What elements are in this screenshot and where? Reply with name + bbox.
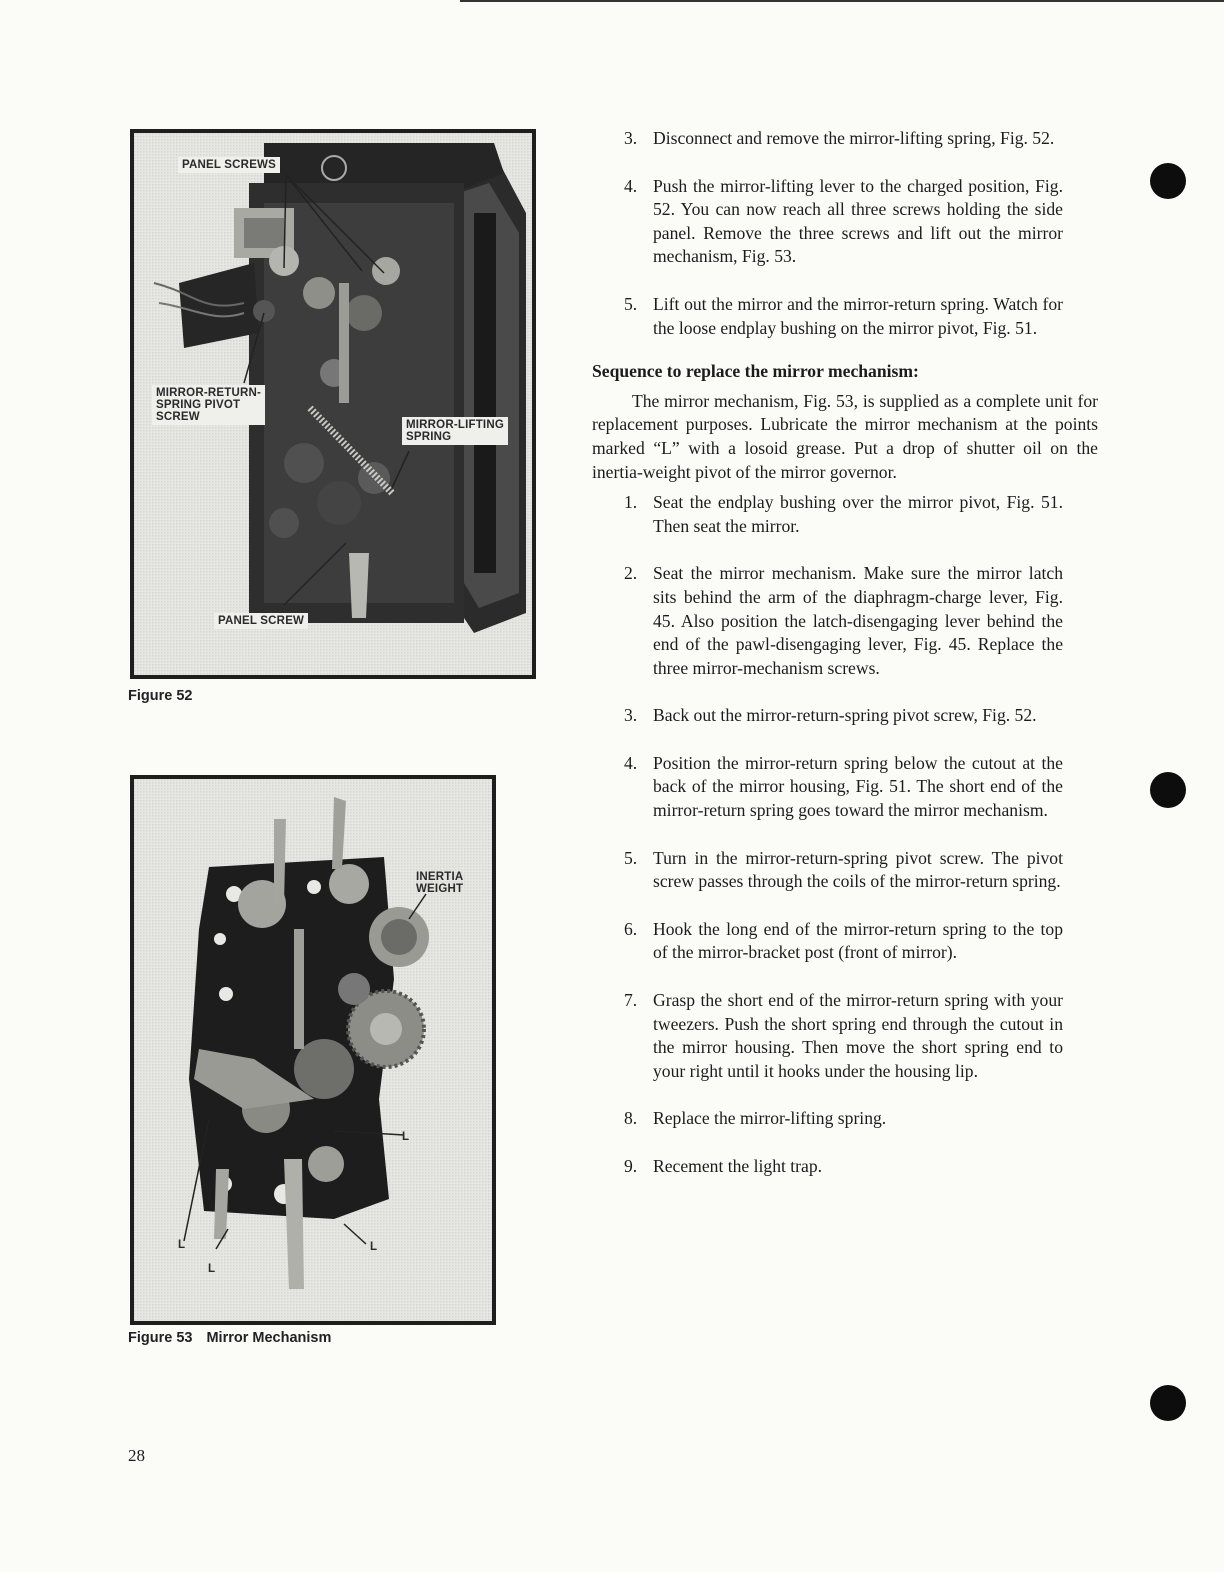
label-line: SPRING [406, 431, 452, 443]
step-text: Back out the mirror-return-spring pivot screw, Fig. 52. [653, 705, 1037, 726]
step-text: Push the mirror-lifting lever to the charged position, Fig. 52. You can now reach all three screws holding the side panel. Remove the three screws and lift out the mirror mechanism, Fig. 53. [653, 175, 1063, 267]
label-panel-screw: PANEL SCREW [214, 613, 308, 629]
list-item [592, 1107, 1063, 1131]
list-item [592, 127, 1063, 151]
label-l-point: L [208, 1263, 216, 1275]
step-number: 3. [624, 128, 638, 148]
label-line: SCREW [156, 411, 200, 423]
list-item [592, 1155, 1063, 1179]
top-rule [460, 0, 1224, 2]
step-text: Hook the long end of the mirror-return spring to the top of the mirror-bracket post (front of mirror). [653, 918, 1063, 963]
binder-hole [1150, 1385, 1186, 1421]
label-line: WEIGHT [416, 883, 464, 895]
label-line: INERTIA [416, 871, 464, 883]
label-mirror-lifting-spring [402, 417, 508, 445]
step-text: Turn in the mirror-return-spring pivot screw. The pivot screw passes through the coils of the mirror-return spring. [653, 847, 1063, 892]
figure-53-caption [128, 1330, 331, 1346]
figure-52-photo [130, 129, 536, 679]
label-line: SPRING PIVOT [156, 399, 241, 411]
step-number: 5. [624, 293, 638, 314]
binder-hole [1150, 163, 1186, 199]
section-heading: Sequence to replace the mirror mechanism: [592, 361, 919, 382]
step-text: Recement the light trap. [653, 1156, 823, 1176]
step-number: 9. [624, 1156, 638, 1176]
list-item [592, 704, 1063, 728]
step-text: Disconnect and remove the mirror-lifting spring, Fig. 52. [653, 128, 1055, 148]
list-item [592, 491, 1063, 538]
caption-title: Mirror Mechanism [206, 1330, 332, 1346]
figure-53-photo [130, 775, 496, 1325]
step-text: Grasp the short end of the mirror-return spring with your tweezers. Push the short spring end through the cutout in the mirror housing. Then move the short spring end to your right until it hooks under the housing lip. [653, 990, 1063, 1081]
step-number: 6. [624, 918, 638, 939]
list-item [592, 752, 1063, 823]
step-number: 1. [624, 492, 638, 513]
list-item [592, 847, 1063, 894]
step-text: Position the mirror-return spring below the cutout at the back of the mirror housing, Fig. 51. The short end of the mirror-return spring goes toward the mirror mechanism. [653, 752, 1063, 821]
step-text: Seat the endplay bushing over the mirror pivot, Fig. 51. Then seat the mirror. [653, 492, 1063, 536]
binder-hole [1150, 772, 1186, 808]
label-line: MIRROR-RETURN- [156, 387, 262, 399]
list-item [592, 175, 1063, 269]
instructions-column [592, 127, 1100, 1203]
label-l-point: L [178, 1239, 186, 1251]
page-number: 28 [128, 1446, 145, 1465]
step-text: Lift out the mirror and the mirror-return spring. Watch for the loose endplay bushing on the mirror pivot, Fig. 51. [653, 293, 1063, 338]
step-number: 5. [624, 847, 638, 868]
label-l-point: L [370, 1241, 378, 1253]
step-number: 4. [624, 175, 638, 196]
step-number: 3. [624, 705, 638, 726]
label-l-point: L [402, 1131, 410, 1143]
step-number: 7. [624, 990, 638, 1011]
label-panel-screws: PANEL SCREWS [178, 157, 280, 173]
list-item [592, 918, 1063, 965]
list-item [592, 293, 1063, 340]
label-mirror-return-spring [152, 385, 265, 425]
intro-paragraph: The mirror mechanism, Fig. 53, is supplied as a complete unit for replacement purposes. Lubricate the mirror mechanism at the points marked “L” with a losoid grease. Put a drop of shutter oil on the inertia-weight pivot of the mirror governor. [592, 390, 1098, 482]
figure-52-caption [128, 688, 192, 704]
label-line: MIRROR-LIFTING [406, 419, 504, 431]
step-text: Replace the mirror-lifting spring. [653, 1108, 887, 1129]
step-text: Seat the mirror mechanism. Make sure the mirror latch sits behind the arm of the diaphragm-charge lever, Fig. 45. Also position the latch-disengaging lever behind the end of the pawl-disengaging lever, Fig. 45. Replace the three mirror-mechanism screws. [653, 563, 1063, 678]
caption-label: Figure 53 [128, 1330, 193, 1346]
caption-label: Figure 52 [128, 688, 193, 704]
label-inertia-weight [412, 869, 467, 897]
step-number: 4. [624, 752, 638, 773]
list-item [592, 989, 1063, 1083]
list-item [592, 562, 1063, 680]
step-number: 8. [624, 1108, 638, 1129]
step-number: 2. [624, 563, 638, 584]
